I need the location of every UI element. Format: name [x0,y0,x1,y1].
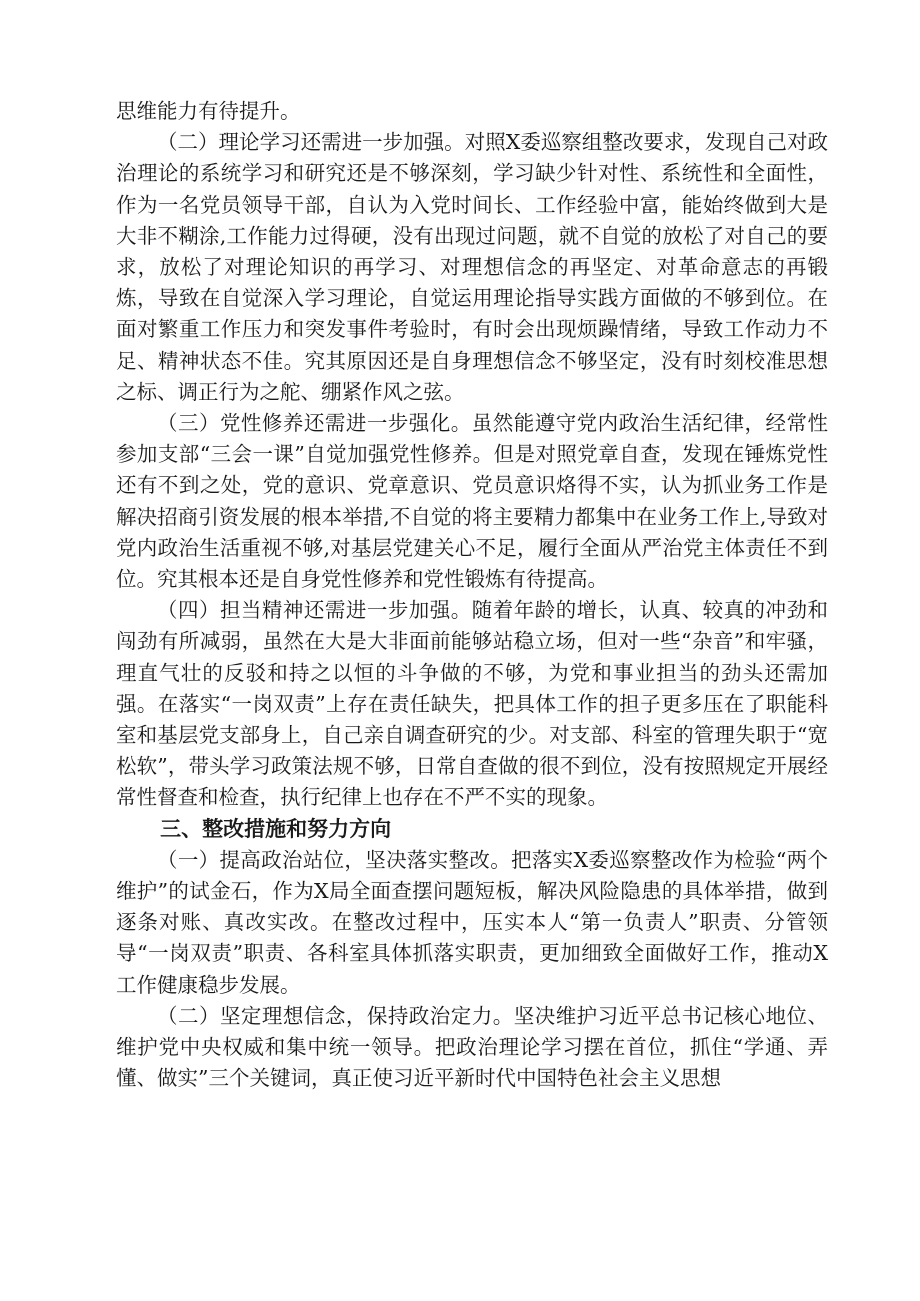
document-body [116,96,828,1095]
paragraph-theory-study: （二）理论学习还需进一步加强。对照X委巡察组整改要求，发现自己对政治理论的系统学习和研究还是不够深刻，学习缺少针对性、系统性和全面性，作为一名党员领导干部，自认为入党时间长、工作经验中富，能始终做到大是大非不糊涂,工作能力过得硬，没有出现过问题，就不自觉的放松了对自己的要求，放松了对理论知识的再学习、对理想信念的再坚定、对革命意志的再锻炼，导致在自觉深入学习理论，自觉运用理论指导实践方面做的不够到位。在面对繁重工作压力和突发事件考验时，有时会出现烦躁情绪，导致工作动力不足、精神状态不佳。究其原因还是自身理想信念不够坚定，没有时刻校准思想之标、调正行为之舵、绷紧作风之弦。 [116,130,828,404]
paragraph-ideals-belief: （二）坚定理想信念，保持政治定力。坚决维护习近平总书记核心地位、维护党中央权威和集中统一领导。把政治理论学习摆在首位，抓住“学通、弄懂、做实”三个关键词，真正使习近平新时代中国特色社会主义思想 [116,1003,828,1091]
paragraph-political-standing: （一）提高政治站位，坚决落实整改。把落实X委巡察整改作为检验“两个维护”的试金石，作为X局全面查摆问题短板，解决风险隐患的具体举措，做到逐条对账、真改实改。在整改过程中，压实本人“第一负责人”职责、分管领导“一岗双责”职责、各科室具体抓落实职责，更加细致全面做好工作，推动X工作健康稳步发展。 [116,847,828,997]
section-heading: 三、整改措施和努力方向 [160,816,392,841]
paragraph-responsibility: （四）担当精神还需进一步加强。随着年龄的增长，认真、较真的冲劲和闯劲有所减弱，虽然在大是大非面前能够站稳立场，但对一些“杂音”和牢骚，理直气壮的反驳和持之以恒的斗争做的不够，为党和事业担当的劲头还需加强。在落实“一岗双责”上存在责任缺失，把具体工作的担子更多压在了职能科室和基层党支部身上，自己亲自调查研究的少。对支部、科室的管理失职于“宽松软”，带头学习政策法规不够，日常自查做的很不到位，没有按照规定开展经常性督查和检查，执行纪律上也存在不严不实的现象。 [116,598,828,810]
paragraph-continuation: 思维能力有待提升。 [116,99,301,123]
paragraph-party-spirit: （三）党性修养还需进一步强化。虽然能遵守党内政治生活纪律，经常性参加支部“三会一课”自觉加强党性修养。但是对照党章自查，发现在锤炼党性还有不到之处，党的意识、党章意识、党员意识烙得不实，认为抓业务工作是解决招商引资发展的根本举措,不自觉的将主要精力都集中在业务工作上,导致对党内政治生活重视不够,对基层党建关心不足，履行全面从严治党主体责任不到位。究其根本还是自身党性修养和党性锻炼有待提高。 [116,411,828,592]
